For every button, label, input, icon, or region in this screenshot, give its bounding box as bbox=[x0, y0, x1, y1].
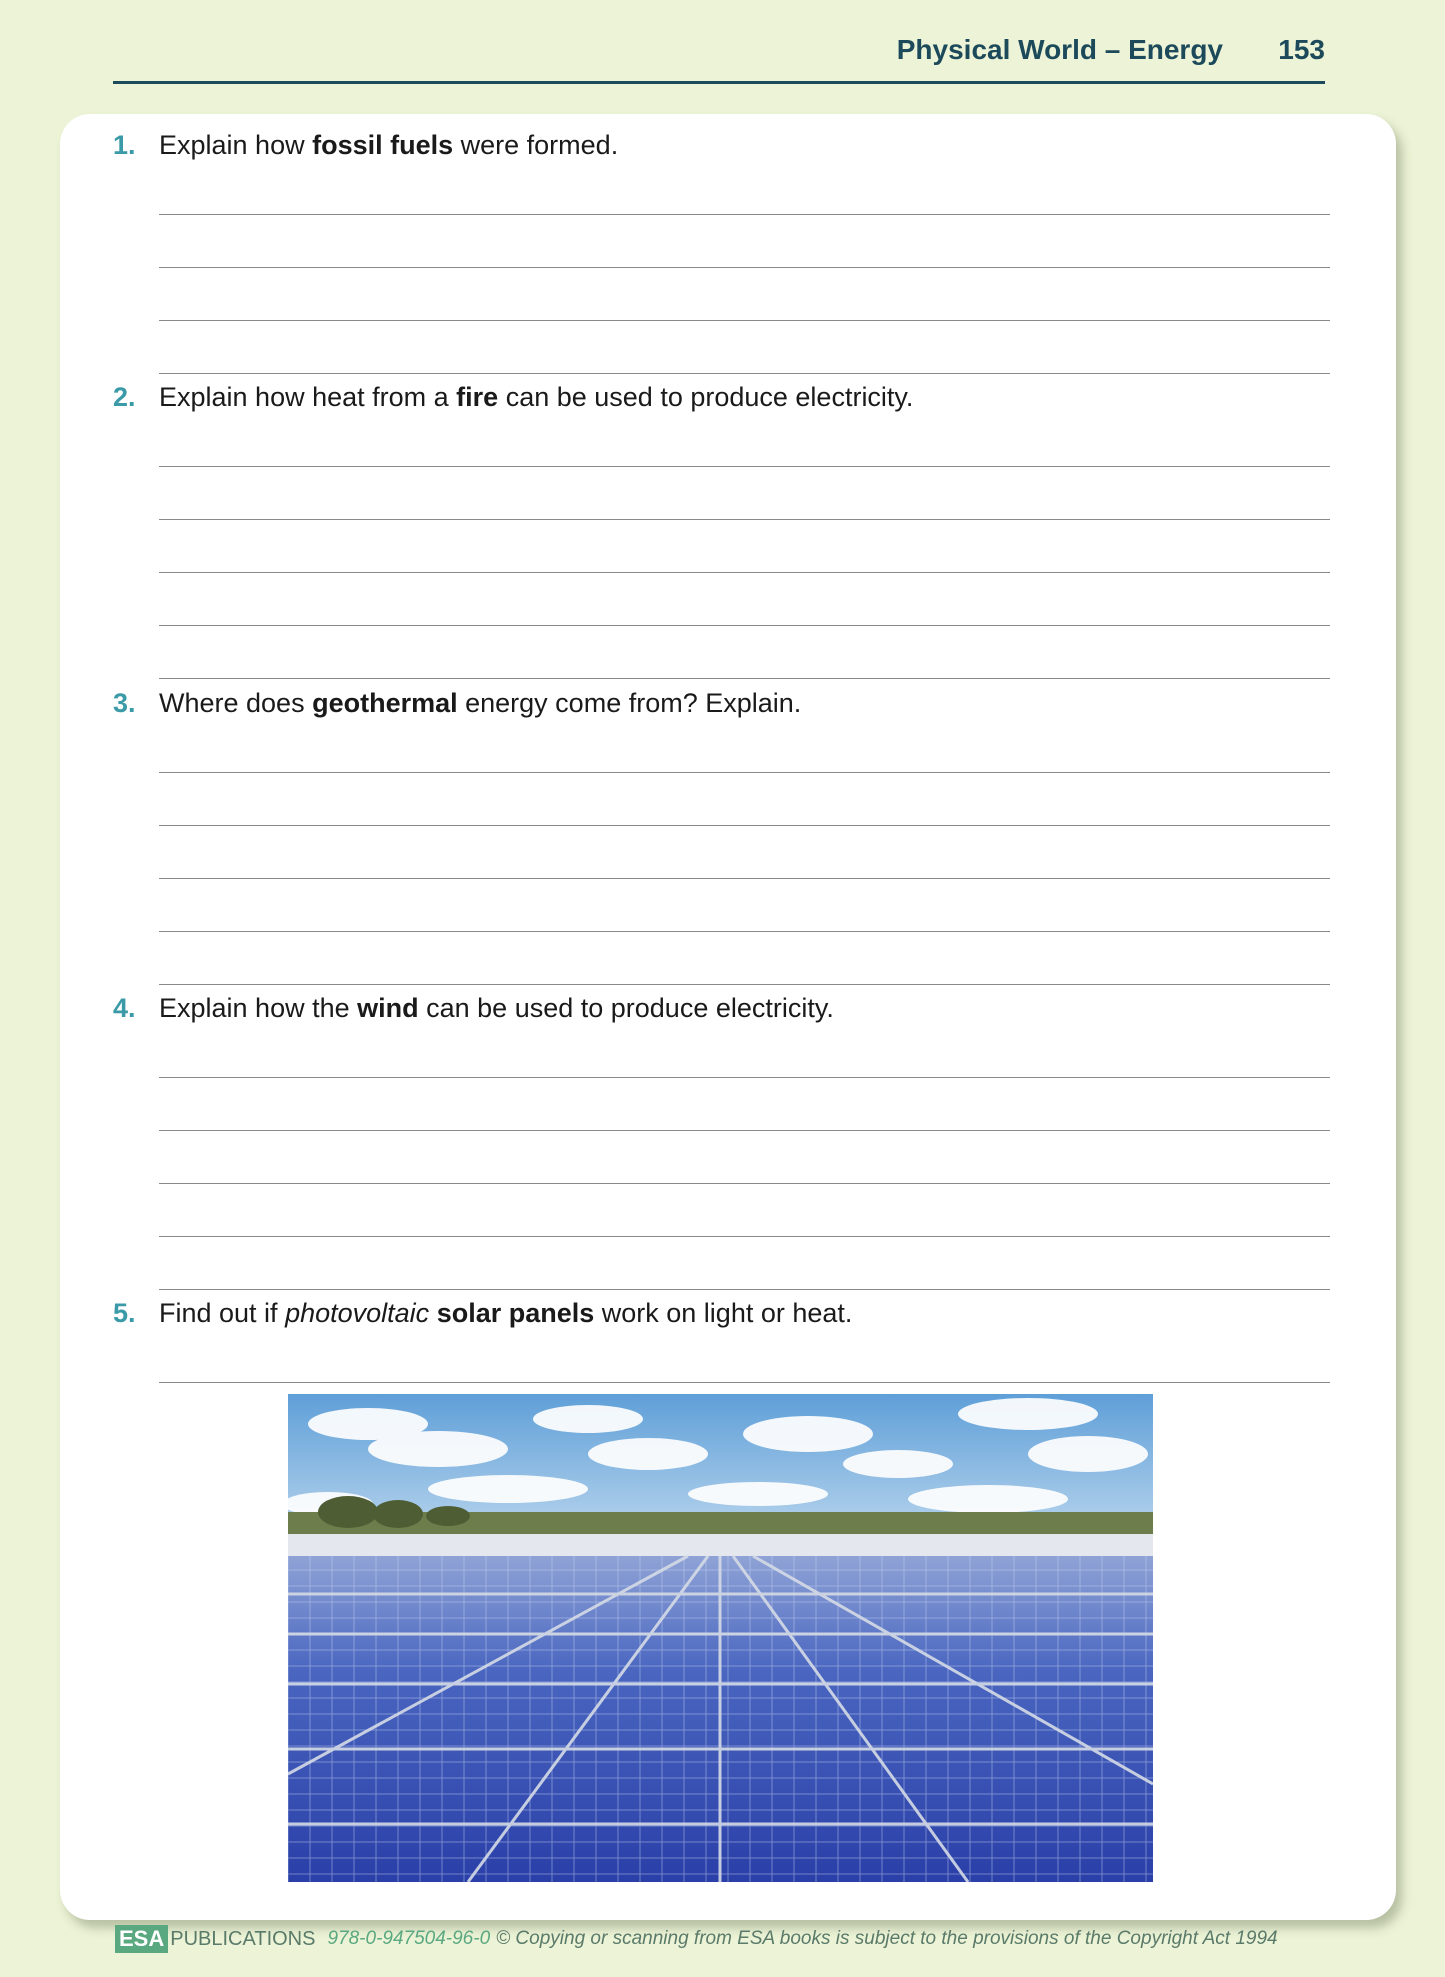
solar-panels-photo bbox=[288, 1394, 1153, 1882]
answer-line[interactable] bbox=[159, 678, 1330, 679]
answer-line[interactable] bbox=[159, 1289, 1330, 1290]
page-number: 153 bbox=[1278, 34, 1325, 65]
chapter-title: Physical World – Energy bbox=[896, 34, 1223, 65]
question-keyword: wind bbox=[357, 993, 419, 1023]
question-text-segment: Explain how bbox=[159, 130, 313, 160]
question-text-segment: Explain how the bbox=[159, 993, 358, 1023]
question-keyword: solar panels bbox=[436, 1298, 595, 1328]
question-text bbox=[159, 688, 801, 719]
worksheet-card bbox=[60, 114, 1396, 1920]
question-number: 4. bbox=[113, 993, 136, 1023]
question-text-segment: Find out if bbox=[159, 1298, 286, 1328]
question-keyword-italic: photovoltaic bbox=[285, 1298, 430, 1328]
question-text-segment: can be used to produce electricity. bbox=[418, 993, 834, 1023]
question-keyword: geothermal bbox=[312, 688, 458, 718]
answer-line[interactable] bbox=[159, 984, 1330, 985]
answer-line[interactable] bbox=[159, 519, 1330, 520]
answer-line[interactable] bbox=[159, 1183, 1330, 1184]
answer-line[interactable] bbox=[159, 878, 1330, 879]
answer-line[interactable] bbox=[159, 825, 1330, 826]
question-text-segment: can be used to produce electricity. bbox=[498, 382, 914, 412]
question-text-segment: Explain how heat from a bbox=[159, 382, 457, 412]
answer-line[interactable] bbox=[159, 267, 1330, 268]
answer-line[interactable] bbox=[159, 1077, 1330, 1078]
question-text bbox=[159, 1298, 852, 1329]
question-number: 5. bbox=[113, 1298, 136, 1328]
answer-line[interactable] bbox=[159, 466, 1330, 467]
publisher-name: PUBLICATIONS bbox=[170, 1927, 316, 1950]
answer-line[interactable] bbox=[159, 1130, 1330, 1131]
answer-line[interactable] bbox=[159, 320, 1330, 321]
question-keyword: fire bbox=[456, 382, 499, 412]
question-text bbox=[159, 993, 834, 1024]
question-number: 3. bbox=[113, 688, 136, 718]
answer-line[interactable] bbox=[159, 1236, 1330, 1237]
copyright-notice: © Copying or scanning from ESA books is subject to the provisions of the Copyright Act 1994 bbox=[496, 1928, 1278, 1949]
answer-line[interactable] bbox=[159, 572, 1330, 573]
answer-line[interactable] bbox=[159, 1382, 1330, 1383]
page-footer bbox=[115, 1925, 1335, 1955]
question-keyword: fossil fuels bbox=[312, 130, 454, 160]
question-number: 1. bbox=[113, 130, 136, 160]
question-text bbox=[159, 382, 913, 413]
answer-line[interactable] bbox=[159, 931, 1330, 932]
question-number: 2. bbox=[113, 382, 136, 412]
page-header bbox=[113, 28, 1325, 84]
answer-line[interactable] bbox=[159, 214, 1330, 215]
question-text-segment bbox=[429, 1298, 437, 1328]
answer-line[interactable] bbox=[159, 772, 1330, 773]
answer-line[interactable] bbox=[159, 373, 1330, 374]
question-text-segment: work on light or heat. bbox=[594, 1298, 853, 1328]
question-text-segment: were formed. bbox=[453, 130, 619, 160]
isbn: 978-0-947504-96-0 bbox=[327, 1928, 491, 1949]
question-text bbox=[159, 130, 618, 161]
question-text-segment: energy come from? Explain. bbox=[457, 688, 802, 718]
esa-logo: ESA bbox=[115, 1925, 168, 1953]
answer-line[interactable] bbox=[159, 625, 1330, 626]
question-text-segment: Where does bbox=[159, 688, 313, 718]
solar-panels-illustration bbox=[288, 1394, 1153, 1882]
